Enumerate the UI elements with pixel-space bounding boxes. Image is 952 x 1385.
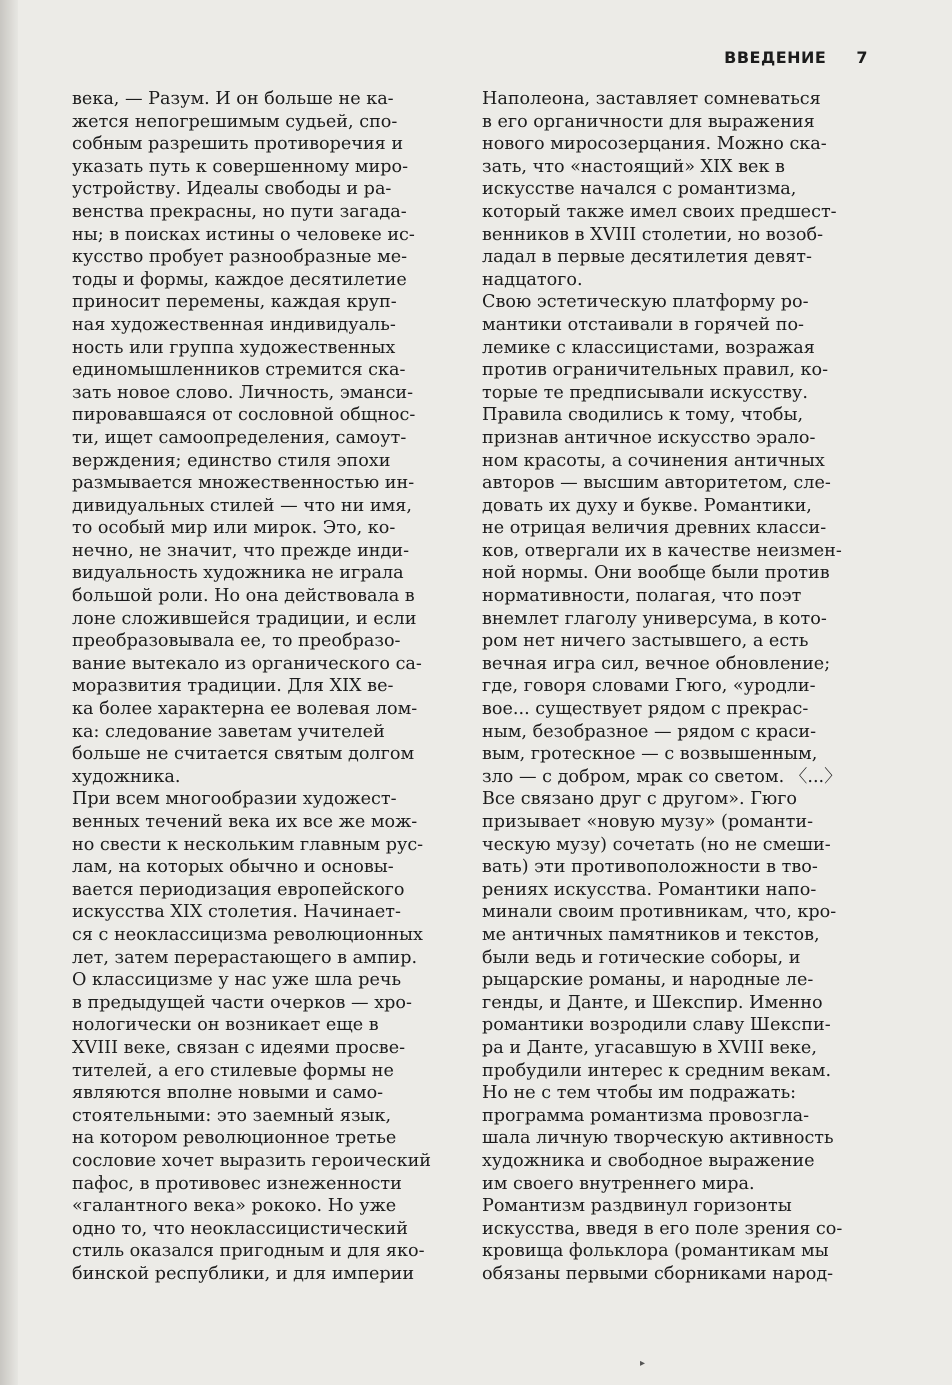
paragraph: Романтизм раздвинул горизонты искусства, введя в его поле зрения со- кровища фольклора (романтикам мы обязаны первыми сборниками народ- <box>482 1196 843 1284</box>
paragraph: При всем многообразии художест- венных течений века их все же мож- но свести к нескольким главным рус- лам, на которых обычно и основы- вается периодизация европейского искусства XIX столетия. Начинает- ся с неоклассицизма революционных лет, затем перерастающего в ампир. О классицизме у нас уже шла речь в предыдущей части очерков — хро- нологически он возникает еще в XVIII веке, связан с идеями просве- тителей, а его стилевые формы не являются вполне новыми и само- стоятельными: это заемный язык, на котором революционное третье сословие хочет выразить героический пафос, в противовес изнеженности «галантного века» рококо. Но уже одно то, что неоклассицистический стиль оказался пригодным и для яко- бинской республики, и для империи <box>72 789 432 1284</box>
page-spine-shadow <box>0 0 18 1385</box>
page-number: 7 <box>856 48 868 67</box>
running-header <box>724 48 868 67</box>
left-column <box>72 88 458 1285</box>
bottom-mark-icon: ▸ <box>640 1358 646 1369</box>
section-title: ВВЕДЕНИЕ <box>724 48 827 67</box>
paragraph: Свою эстетическую платформу ро- мантики отстаивали в горячей по- лемике с классицистами, возражая против ограничительных правил, ко- торые те предписывали искусству. Правила сводились к тому, чтобы, признав античное искусство эрало- ном красоты, а сочинения античных авторов — высшим авторитетом, сле- довать их духу и букве. Романтики, не отрицая величия древних класси- ков, отвергали их в качестве неизмен- ной нормы. Они вообще были против нормативности, полагая, что поэт внемлет глаголу универсума, в кото- ром нет ничего застывшего, а есть вечная игра сил, вечное обновление; где, говоря словами Гюго, «уродли- вое... существует рядом с прекрас- ным, безобразное — рядом с краси- вым, гротескное — с возвышенным, зло — с добром, мрак со светом. 〈...〉 Все связано друг с другом». Гюго призывает «новую музу» (романти- ческую музу) сочетать (но не смеши- вать) эти противоположности в тво- рениях искусства. Романтики напо- минали своим противникам, что, кро- ме античных памятников и текстов, были ведь и готические соборы, и рыцарские романы, и народные ле- генды, и Данте, и Шекспир. Именно романтики возродили славу Шекспи- ра и Данте, угасавшую в XVIII веке, пробудили интерес к средним векам. Но не с тем чтобы им подражать: программа романтизма провозгла- шала личную творческую активность художника и свободное выражение им своего внутреннего мира. <box>482 292 842 1194</box>
paragraph: Наполеона, заставляет сомневаться в его органичности для выражения нового миросозерцания. Можно ска- зать, что «настоящий» XIX век в искусстве начался с романтизма, который также имел своих предшест- венников в XVIII столетии, но возоб- ладал в первые десятилетия девят- надцатого. <box>482 89 837 290</box>
right-column <box>482 88 868 1285</box>
paragraph: века, — Разум. И он больше не ка- жется непогрешимым судьей, спо- собным разрешить противоречия и указать путь к совершенному миро- устройству. Идеалы свободы и ра- венства прекрасны, но пути загада- ны; в поисках истины о человеке ис- кусство пробует разнообразные ме- тоды и формы, каждое десятилетие приносит перемены, каждая круп- ная художественная индивидуаль- ность или группа художественных единомышленников стремится ска- зать новое слово. Личность, эманси- пировавшаяся от сословной общнос- ти, ищет самоопределения, самоут- верждения; единство стиля эпохи размывается множественностью ин- дивидуальных стилей — что ни имя, то особый мир или мирок. Это, ко- нечно, не значит, что прежде инди- видуальность художника не играла большой роли. Но она действовала в лоне сложившейся традиции, и если преобразовывала ее, то преобразо- вание вытекало из органического са- моразвития традиции. Для XIX ве- ка более характерна ее волевая лом- ка: следование заветам учителей больше не считается святым долгом художника. <box>72 89 422 787</box>
